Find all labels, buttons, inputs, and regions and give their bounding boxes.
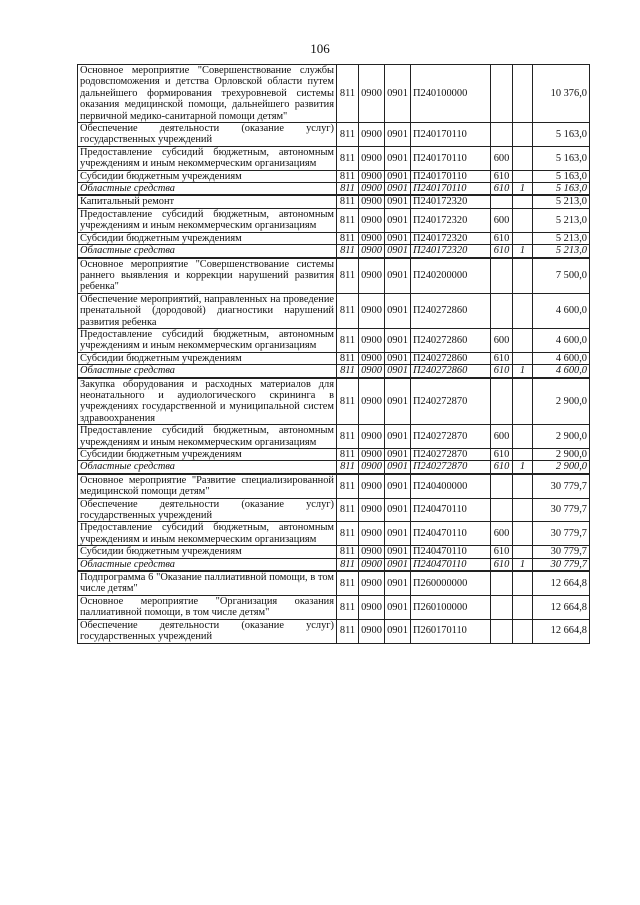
row-section: 0900 (359, 65, 385, 123)
row-expense-type (491, 595, 513, 619)
row-name: Предоставление субсидий бюджетным, автономным учреждениям и иным некоммерческим организациям (78, 328, 337, 352)
table-row (78, 352, 590, 364)
table-row (78, 425, 590, 449)
row-grbs: 811 (337, 245, 359, 258)
row-name: Субсидии бюджетным учреждениям (78, 352, 337, 364)
row-target-article: П240172320 (411, 195, 491, 208)
row-grbs: 811 (337, 352, 359, 364)
row-amount: 12 664,8 (533, 619, 590, 643)
row-grbs: 811 (337, 595, 359, 619)
row-grbs: 811 (337, 183, 359, 196)
row-name: Предоставление субсидий бюджетным, автономным учреждениям и иным некоммерческим организациям (78, 208, 337, 232)
row-expense-type: 610 (491, 365, 513, 378)
row-subsection: 0901 (385, 571, 411, 595)
row-name: Основное мероприятие "Совершенствование системы раннего выявления и коррекции нарушений развития ребенка" (78, 258, 337, 294)
row-funding-source (513, 352, 533, 364)
row-name: Основное мероприятие "Развитие специализированной медицинской помощи детям" (78, 474, 337, 498)
row-grbs: 811 (337, 449, 359, 461)
row-target-article: П240170110 (411, 170, 491, 182)
row-expense-type: 610 (491, 232, 513, 244)
row-amount: 4 600,0 (533, 328, 590, 352)
row-name: Основное мероприятие "Организация оказания паллиативной помощи, в том числе детям" (78, 595, 337, 619)
row-name: Предоставление субсидий бюджетным, автономным учреждениям и иным некоммерческим организациям (78, 522, 337, 546)
table-row (78, 378, 590, 425)
row-name: Капитальный ремонт (78, 195, 337, 208)
row-grbs: 811 (337, 522, 359, 546)
row-amount: 7 500,0 (533, 258, 590, 294)
row-name: Обеспечение деятельности (оказание услуг) государственных учреждений (78, 619, 337, 643)
row-expense-type: 610 (491, 170, 513, 182)
row-target-article: П240470110 (411, 498, 491, 522)
row-amount: 4 600,0 (533, 293, 590, 328)
row-section: 0900 (359, 571, 385, 595)
row-target-article: П240272870 (411, 461, 491, 474)
row-section: 0900 (359, 328, 385, 352)
table-row (78, 146, 590, 170)
row-section: 0900 (359, 474, 385, 498)
table-row (78, 65, 590, 123)
row-target-article: П240100000 (411, 65, 491, 123)
table-row (78, 328, 590, 352)
row-subsection: 0901 (385, 461, 411, 474)
row-grbs: 811 (337, 425, 359, 449)
row-target-article: П240470110 (411, 558, 491, 571)
row-target-article: П260100000 (411, 595, 491, 619)
row-section: 0900 (359, 232, 385, 244)
row-subsection: 0901 (385, 328, 411, 352)
row-target-article: П240272870 (411, 378, 491, 425)
row-grbs: 811 (337, 546, 359, 558)
row-name: Субсидии бюджетным учреждениям (78, 449, 337, 461)
table-row (78, 195, 590, 208)
row-expense-type: 600 (491, 522, 513, 546)
row-target-article: П240170110 (411, 183, 491, 196)
row-amount: 30 779,7 (533, 522, 590, 546)
page-number: 106 (310, 41, 330, 56)
row-expense-type (491, 123, 513, 147)
row-section: 0900 (359, 522, 385, 546)
row-subsection: 0901 (385, 245, 411, 258)
table-row (78, 558, 590, 571)
row-amount: 10 376,0 (533, 65, 590, 123)
row-expense-type: 610 (491, 546, 513, 558)
row-funding-source (513, 378, 533, 425)
table-row (78, 619, 590, 643)
row-name: Предоставление субсидий бюджетным, автономным учреждениям и иным некоммерческим организациям (78, 146, 337, 170)
row-section: 0900 (359, 183, 385, 196)
row-subsection: 0901 (385, 183, 411, 196)
row-target-article: П240272860 (411, 352, 491, 364)
row-section: 0900 (359, 146, 385, 170)
row-amount: 5 163,0 (533, 170, 590, 182)
row-funding-source: 1 (513, 183, 533, 196)
row-section: 0900 (359, 378, 385, 425)
row-expense-type: 610 (491, 245, 513, 258)
row-expense-type (491, 65, 513, 123)
table-row (78, 183, 590, 196)
row-section: 0900 (359, 258, 385, 294)
row-section: 0900 (359, 208, 385, 232)
row-grbs: 811 (337, 378, 359, 425)
row-grbs: 811 (337, 146, 359, 170)
row-grbs: 811 (337, 195, 359, 208)
row-funding-source (513, 498, 533, 522)
table-row (78, 258, 590, 294)
row-target-article: П240400000 (411, 474, 491, 498)
row-amount: 5 163,0 (533, 146, 590, 170)
row-name: Субсидии бюджетным учреждениям (78, 170, 337, 182)
row-section: 0900 (359, 425, 385, 449)
row-funding-source (513, 571, 533, 595)
row-target-article: П240172320 (411, 208, 491, 232)
row-target-article: П240272860 (411, 328, 491, 352)
table-body (78, 65, 590, 644)
row-target-article: П240272860 (411, 293, 491, 328)
row-funding-source (513, 293, 533, 328)
row-grbs: 811 (337, 474, 359, 498)
row-amount: 30 779,7 (533, 498, 590, 522)
row-funding-source (513, 208, 533, 232)
row-section: 0900 (359, 195, 385, 208)
row-expense-type (491, 619, 513, 643)
table-row (78, 571, 590, 595)
row-expense-type (491, 498, 513, 522)
row-target-article: П240470110 (411, 546, 491, 558)
row-target-article: П240172320 (411, 232, 491, 244)
row-subsection: 0901 (385, 378, 411, 425)
row-target-article: П240470110 (411, 522, 491, 546)
row-grbs: 811 (337, 232, 359, 244)
row-funding-source (513, 146, 533, 170)
row-funding-source (513, 170, 533, 182)
row-funding-source: 1 (513, 558, 533, 571)
row-grbs: 811 (337, 619, 359, 643)
row-amount: 4 600,0 (533, 352, 590, 364)
row-subsection: 0901 (385, 558, 411, 571)
row-expense-type: 610 (491, 461, 513, 474)
row-expense-type: 610 (491, 449, 513, 461)
row-name: Субсидии бюджетным учреждениям (78, 546, 337, 558)
row-target-article: П240172320 (411, 245, 491, 258)
row-funding-source (513, 595, 533, 619)
row-subsection: 0901 (385, 258, 411, 294)
row-grbs: 811 (337, 293, 359, 328)
row-section: 0900 (359, 546, 385, 558)
row-subsection: 0901 (385, 146, 411, 170)
row-expense-type: 600 (491, 146, 513, 170)
table-row (78, 498, 590, 522)
row-amount: 30 779,7 (533, 546, 590, 558)
row-name: Основное мероприятие "Совершенствование службы родовспоможения и детства Орловской области путем дальнейшего формирования трехуровневой системы оказания медицинской помощи, дальнейшего развития первичной медико-санитарной помощи детям" (78, 65, 337, 123)
row-grbs: 811 (337, 498, 359, 522)
row-amount: 2 900,0 (533, 461, 590, 474)
row-expense-type: 610 (491, 558, 513, 571)
table-row (78, 461, 590, 474)
row-funding-source (513, 195, 533, 208)
row-subsection: 0901 (385, 595, 411, 619)
row-amount: 5 213,0 (533, 245, 590, 258)
row-grbs: 811 (337, 365, 359, 378)
table-row (78, 365, 590, 378)
row-expense-type (491, 258, 513, 294)
row-grbs: 811 (337, 123, 359, 147)
row-funding-source (513, 546, 533, 558)
row-funding-source (513, 123, 533, 147)
row-amount: 5 213,0 (533, 195, 590, 208)
row-subsection: 0901 (385, 352, 411, 364)
row-funding-source (513, 258, 533, 294)
row-section: 0900 (359, 245, 385, 258)
row-amount: 12 664,8 (533, 595, 590, 619)
row-funding-source (513, 474, 533, 498)
row-subsection: 0901 (385, 293, 411, 328)
row-name: Областные средства (78, 183, 337, 196)
row-funding-source (513, 619, 533, 643)
row-grbs: 811 (337, 461, 359, 474)
row-funding-source: 1 (513, 365, 533, 378)
row-subsection: 0901 (385, 546, 411, 558)
row-funding-source (513, 65, 533, 123)
row-subsection: 0901 (385, 425, 411, 449)
row-amount: 2 900,0 (533, 425, 590, 449)
row-subsection: 0901 (385, 232, 411, 244)
row-section: 0900 (359, 558, 385, 571)
row-amount: 5 213,0 (533, 232, 590, 244)
row-grbs: 811 (337, 258, 359, 294)
row-amount: 30 779,7 (533, 474, 590, 498)
table-row (78, 522, 590, 546)
row-amount: 12 664,8 (533, 571, 590, 595)
row-target-article: П240272870 (411, 425, 491, 449)
row-expense-type (491, 195, 513, 208)
row-amount: 5 163,0 (533, 123, 590, 147)
row-section: 0900 (359, 352, 385, 364)
row-subsection: 0901 (385, 498, 411, 522)
row-expense-type: 600 (491, 425, 513, 449)
row-expense-type (491, 571, 513, 595)
row-amount: 30 779,7 (533, 558, 590, 571)
row-amount: 4 600,0 (533, 365, 590, 378)
row-section: 0900 (359, 498, 385, 522)
row-funding-source (513, 232, 533, 244)
row-name: Обеспечение деятельности (оказание услуг) государственных учреждений (78, 498, 337, 522)
table-row (78, 208, 590, 232)
budget-table (77, 64, 590, 644)
row-amount: 2 900,0 (533, 378, 590, 425)
row-name: Областные средства (78, 461, 337, 474)
row-grbs: 811 (337, 170, 359, 182)
row-target-article: П240200000 (411, 258, 491, 294)
row-amount: 5 213,0 (533, 208, 590, 232)
row-name: Обеспечение деятельности (оказание услуг) государственных учреждений (78, 123, 337, 147)
row-expense-type: 600 (491, 328, 513, 352)
table-row (78, 232, 590, 244)
table-row (78, 293, 590, 328)
row-target-article: П240272860 (411, 365, 491, 378)
table-row (78, 123, 590, 147)
row-section: 0900 (359, 595, 385, 619)
row-subsection: 0901 (385, 619, 411, 643)
row-section: 0900 (359, 123, 385, 147)
row-grbs: 811 (337, 558, 359, 571)
row-expense-type (491, 378, 513, 425)
row-grbs: 811 (337, 328, 359, 352)
row-subsection: 0901 (385, 474, 411, 498)
row-expense-type: 610 (491, 183, 513, 196)
row-subsection: 0901 (385, 208, 411, 232)
table-row (78, 170, 590, 182)
row-amount: 2 900,0 (533, 449, 590, 461)
row-section: 0900 (359, 365, 385, 378)
row-amount: 5 163,0 (533, 183, 590, 196)
table-row (78, 474, 590, 498)
row-name: Областные средства (78, 245, 337, 258)
row-expense-type (491, 293, 513, 328)
row-target-article: П240272870 (411, 449, 491, 461)
row-subsection: 0901 (385, 522, 411, 546)
row-section: 0900 (359, 619, 385, 643)
row-name: Закупка оборудования и расходных материалов для неонатального и аудиологического скрининга в учреждениях государственной и муниципальной систем здравоохранения (78, 378, 337, 425)
row-target-article: П240170110 (411, 123, 491, 147)
row-funding-source (513, 328, 533, 352)
row-name: Областные средства (78, 558, 337, 571)
row-section: 0900 (359, 449, 385, 461)
row-expense-type (491, 474, 513, 498)
row-name: Областные средства (78, 365, 337, 378)
row-funding-source: 1 (513, 245, 533, 258)
row-funding-source (513, 425, 533, 449)
row-section: 0900 (359, 170, 385, 182)
row-subsection: 0901 (385, 65, 411, 123)
row-name: Субсидии бюджетным учреждениям (78, 232, 337, 244)
row-subsection: 0901 (385, 365, 411, 378)
row-expense-type: 610 (491, 352, 513, 364)
row-grbs: 811 (337, 208, 359, 232)
row-target-article: П260170110 (411, 619, 491, 643)
row-section: 0900 (359, 461, 385, 474)
row-target-article: П260000000 (411, 571, 491, 595)
table-row (78, 245, 590, 258)
row-funding-source: 1 (513, 461, 533, 474)
row-funding-source (513, 449, 533, 461)
table-row (78, 449, 590, 461)
row-subsection: 0901 (385, 123, 411, 147)
table-row (78, 546, 590, 558)
row-subsection: 0901 (385, 170, 411, 182)
row-name: Обеспечение мероприятий, направленных на проведение пренатальной (дородовой) диагностики нарушений развития ребенка (78, 293, 337, 328)
row-subsection: 0901 (385, 195, 411, 208)
row-name: Подпрограмма 6 "Оказание паллиативной помощи, в том числе детям" (78, 571, 337, 595)
row-grbs: 811 (337, 65, 359, 123)
row-grbs: 811 (337, 571, 359, 595)
row-funding-source (513, 522, 533, 546)
row-name: Предоставление субсидий бюджетным, автономным учреждениям и иным некоммерческим организациям (78, 425, 337, 449)
row-section: 0900 (359, 293, 385, 328)
row-target-article: П240170110 (411, 146, 491, 170)
row-expense-type: 600 (491, 208, 513, 232)
row-subsection: 0901 (385, 449, 411, 461)
table-row (78, 595, 590, 619)
